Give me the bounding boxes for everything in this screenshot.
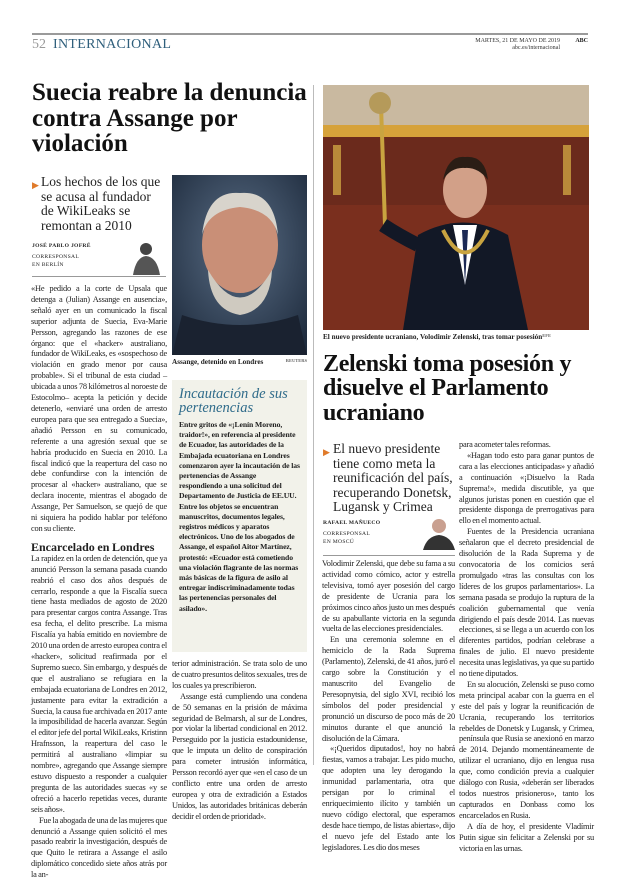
section-url: abc.es/internacional [512,45,560,51]
top-rule [32,33,588,35]
assange-headline: Suecia reabre la denuncia contra Assange por violación [32,79,307,157]
sidebar-text: Entre gritos de «¡Lenín Moreno, traidor!», en referencia al presidente de Ecuador, las autoridades de la Embajada ecuatoriana en Londres comenzaron ayer la incautación de las pertenencias de Assange respondiendo a una solicitud del Departamento de Justicia de EE.UU. Entre los objetos se encuentran manuscritos, documentos legales, registros médicos y aparatos electrónicos. Uno de los abogados de Assange, el español Aitor Martínez, protestó: «Ecuador está cometiendo una violación flagrante de las normas más básicas de la figura de asilo al entregar indiscriminadamente todas las pertenencias personales del asilado». [179,420,300,613]
zelenski-subhead [323,442,455,515]
arrow-icon: ▶ [323,447,330,457]
zelenski-caption: El nuevo presidente ucraniano, Volodimir Zelenski, tras tomar posesión$^{EFE}$ [323,333,552,341]
assange-column-1 [31,284,167,881]
author-avatar [130,239,162,275]
zelenski-byline [323,520,455,554]
sidebar-title: Incautación de sus pertenencias [179,386,288,416]
subtitle: Encarcelado en Londres [31,539,155,554]
photo-credit: REUTERS [285,358,307,363]
paragraph: para acometer tales reformas. [459,440,551,449]
author-name: RAFAEL MAÑUECO [323,520,381,526]
page-number: 52 [32,37,46,52]
paragraph: Fue la abogada de una de las mujeres que denunció a Assange quien solicitó el mes pasado reabrir la investigación, después de que Quito le retirara a Assange el asilo diplomático concedido siete años atrás por la an- [31,815,167,880]
assange-photo [172,175,307,355]
brand: ABC [575,38,588,44]
paragraph: Fuentes de la Presidencia ucraniana señalaron que el decreto presidencial de disolución de la Rada Suprema y de convocatoria de los comicios será promulgado «tras las consultas con los líderes de los grupos parlamentarios». La semana pasada se produjo la ruptura de la coalición gubernamental que venía dirigiendo el país desde 2014. Las nuevas elecciones, si se llega a un acuerdo con los diferentes partidos, podrían celebrase a finales de julio. El nuevo presidente necesita unas legislativas, ya que su partido no tiene diputados. [459,527,594,679]
assange-byline [32,243,166,277]
paragraph: «¡Queridos diputados!, hoy no habrá fiestas, vamos a trabajar. Les pido mucho, que adopten una ley derogando la inmunidad parlamentaria, otra que persigan por lo criminal el enriquecimiento ilícito y también un nuevo código electoral, que esperamos desde hace tiempo, de listas abiertas», dijo el nuevo jefe del Estado ante los legisladores. Les dio dos meses [322,744,455,852]
paragraph: Volodimir Zelenski, que debe su fama a su actividad como cómico, actor y estrella televisiva, tomó ayer posesión del cargo de presidente de Ucrania para los próximos cinco años justo un mes después de su apabullante victoria en la segunda vuelta de las elecciones presidenciales. [322,559,455,634]
sidebar-box [172,380,307,652]
date: MARTES, 21 DE MAYO DE 2019 [475,38,560,44]
paragraph: En una ceremonia solemne en el hemiciclo de la Rada Suprema (Parlamento), Zelenski, de 41 años, juró el cargo sobre la Constitución y el manuscrito del Evangelio de Peresopnytsia, del siglo XVI, recibió los símbolos del poder presidencial y pronunció un discurso de poco más de 20 minutos durante el que anunció la disolución de la Cámara. [322,635,455,743]
paragraph: Assange está cumpliendo una condena de 50 semanas en la prisión de máxima seguridad de Belmarsh, al sur de Londres, por violar la libertad condicional en 2012. Perseguido por la justicia estadounidense, que le imputa un delito de conspiración para cometer intrusión informática, Persson recordó ayer que «en el caso de un conflicto entre una orden de arresto europea y otra de extradición a Estados Unidos, las autoridades británicas deberán decidir el orden de prioridad». [172,691,307,821]
paragraph: «He pedido a la corte de Upsala que detenga a (Julian) Assange en ausencia», señaló ayer en un comunicado la fiscal superior adjunta de Suecia, Eva-Marie Persson, agregando las razones de ese órgano: que el «hacker» australiano, fundador de WikiLeaks, es «sospechoso de violación en grado menor por causa probable». Si el tribunal de esta ciudad –ubicada a unos 78 kilómetros al noroeste de Estocolmo– acepta la petición y decide detenerlo, «enviaré una orden de arresto europea para que sea entregado a Suecia», añadió Persson en su comunicado, referente a una agresión sexual que se habría producido en Suecia en 2010. La fiscal indicó que la reapertura del caso no debe confundirse con la intención de procesar al «hacker» australiano, que se declara inocente, mientras el abogado de Assange, Per Samuelson, se quejó de que ni siquiera ha podido hablar por teléfono con su cliente. [31,284,167,533]
paragraph: A día de hoy, el presidente Vladímir Putin sigue sin felicitar a Zelenski por su victoria en las urnas. [459,821,594,853]
subhead-text: Los hechos de los que se acusa al fundador de WikiLeaks se remontan a 2010 [41,174,161,233]
section-title: INTERNACIONAL [53,37,172,52]
author-role: CORRESPONSAL EN MOSCÚ [323,531,371,545]
assange-caption: Assange, detenido en Londres REUTERS [172,358,307,366]
paragraph: «Hagan todo esto para ganar puntos de cara a las elecciones anticipadas» y añadió a continuación «¡Disuelvo la Rada Suprema!», medida discutible, ya que algunos juristas ponen en cuestión que el presidente disponga de prerrogativas para ello en el momento actual. [459,450,594,526]
zelenski-column-1 [322,559,455,853]
assange-column-2 [172,659,307,823]
zelenski-column-2 [459,440,594,854]
column-divider [313,85,314,765]
author-avatar [421,516,455,550]
subhead-text: El nuevo presidente tiene como meta la reunificación del país, recuperando Donetsk, Lugansk y Crimea [333,441,453,514]
paragraph: La rapidez en la orden de detención, que ya anunció Persson la semana pasada cuando reabrió el caso dos años después de cerrarlo, responde a que la Fiscalía sueca tiene hasta mediados de agosto de 2020 para presentar cargos contra Assange. Tras esa fecha, el delito prescribe. La misma Fiscalía ya había emitido en noviembre de 2010 una orden de arresto europea contra el «hacker», solicitud reafirmada por el Supremo sueco. Sin embargo, y después de que el australiano se refugiara en la embajada ecuatoriana de Londres en 2012, justamente para evitar la extradición a Suecia, la causa fue archivada en 2017 ante la imposibilidad de hacerla avanzar. Según el editor jefe del portal WikiLeaks, Kristinn Hrafnsson, la reapertura del caso le permitirá al australiano «limpiar su nombre», agregando que Assange siempre estuvo dispuesto a responder a cualquier pregunta de las autoridades suecas «y se ofreció a hacerlo repetidas veces, durante seis años». [31,553,167,814]
zelenski-photo [323,85,589,330]
paragraph: En su alocución, Zelenski se puso como meta principal acabar con la guerra en el este del país y lograr la reunificación de Ucrania, recuperando los territorios rebeldes de Donetsk y Lugansk, y Crimea, península que Rusia se anexionó en marzo de 2014. Dejando momentáneamente de utilizar el ucraniano, dijo en lengua rusa que, como condición previa a cualquier diálogo con Rusia, «deberán ser liberados todos nuestros prisioneros», tanto los capturados en Donbass como los encarcelados en Rusia. [459,679,594,820]
author-name: JOSÉ PABLO JOFRÉ [32,243,91,249]
assange-subhead [32,175,164,233]
date-line [475,38,560,52]
arrow-icon: ▶ [32,180,39,190]
author-role: CORRESPONSAL EN BERLÍN [32,254,80,268]
paragraph: terior administración. Se trata solo de uno de cuatro presuntos delitos sexuales, tres de los cuales ya prescribieron. [172,659,307,690]
photo-credit: EFE [542,333,552,338]
zelenski-headline: Zelenski toma posesión y disuelve el Parlamento ucraniano [323,351,572,426]
